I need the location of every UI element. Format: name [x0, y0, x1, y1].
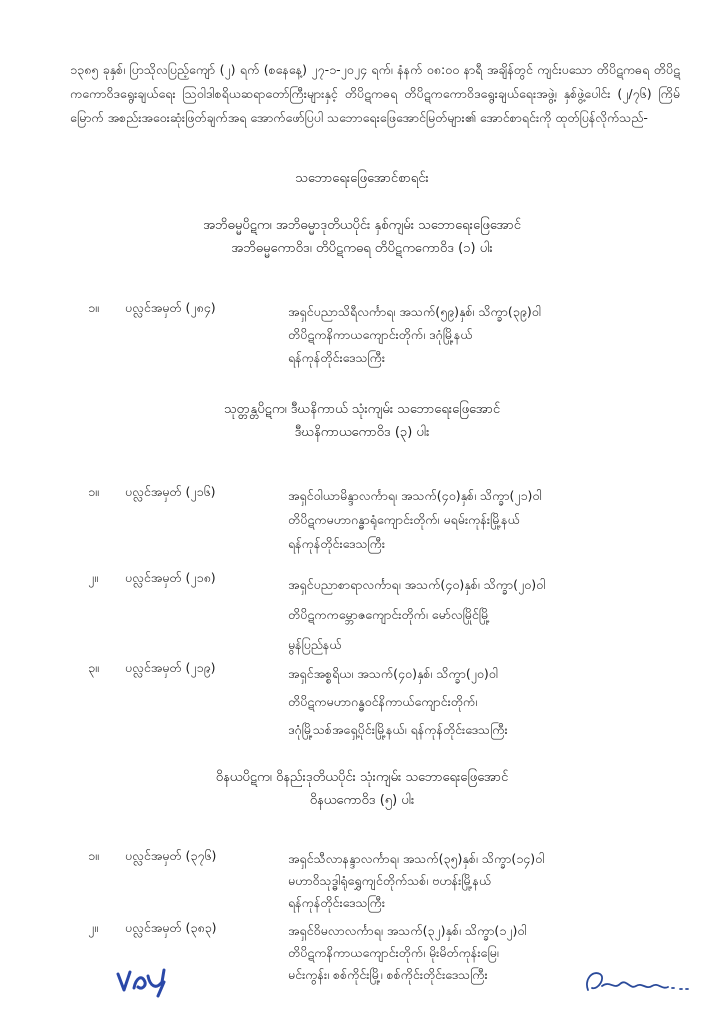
- candidate-seat: ပလ္လင်အမှတ် (၂၁၆): [125, 484, 216, 499]
- detail-line: အရှင်ဝိမလာလင်္ကာရ၊ အသက်(၃၂)နှစ်၊ သိက္ခာ(၁၂)ဝါ: [288, 923, 527, 938]
- detail-line: အရှင်အစ္စရိယ၊ အသက်(၄၀)နှစ်၊ သိက္ခာ(၂၀)ဝါ: [288, 666, 498, 681]
- detail-line: မဟာဝိသုဒ္ဓါရုံရွှေကျင်တိုက်သစ်၊ ဗဟန်းမြို့နယ်: [288, 873, 492, 888]
- candidate-seat: ပလ္လင်အမှတ် (၂၁၉): [125, 660, 216, 675]
- section-heading: [0, 398, 724, 444]
- item-number: ၂။: [88, 920, 98, 935]
- item-number: ၁။: [88, 484, 99, 499]
- section-heading-line: ဝိနယပိဋက၊ ဝိနည်းဒုတိယပိုင်း သုံးကျမ်း သဘောရေးဖြေအောင်: [215, 770, 509, 785]
- detail-line: တိပိဋကနိကာယကျောင်းတိုက်၊ မိုးမိတ်ကုန်းမြေ၊: [288, 945, 499, 960]
- candidate-details: [288, 660, 698, 744]
- candidate-details: [288, 484, 698, 556]
- detail-line: အရှင်ဝါယာမိန္ဒာလင်္ကာရ၊ အသက်(၄၀)နှစ်၊ သိက္ခာ(၂၁)ဝါ: [288, 488, 542, 503]
- item-number: ၁။: [88, 300, 99, 315]
- detail-line: ရန်ကုန်တိုင်းဒေသကြီး: [288, 536, 386, 551]
- section-heading-line: သုတ္တန္တပိဋက၊ ဒီဃနိကာယ် သုံးကျမ်း သဘောရေးဖြေအောင်: [223, 402, 501, 417]
- candidate-details: [288, 300, 698, 369]
- detail-line: ရန်ကုန်တိုင်းဒေသကြီး: [288, 895, 386, 910]
- section-heading-line: ဝိနယကောဝိဒ (၅) ပါး: [309, 793, 415, 808]
- detail-line: မင်းကွန်း၊ စစ်ကိုင်းမြို့၊ စစ်ကိုင်းတိုင်းဒေသကြီး: [288, 967, 488, 982]
- section-heading: [0, 766, 724, 812]
- detail-line: တိပိဋကမဟာဂန္ဓဝင်နိကာယ်ကျောင်းတိုက်၊: [288, 694, 478, 709]
- candidate-seat: ပလ္လင်အမှတ် (၃၈၃): [125, 920, 217, 935]
- detail-line: အရှင်သီလာနန္ဒာလင်္ကာရ၊ အသက်(၃၅)နှစ်၊ သိက္ခာ(၁၄)ဝါ: [288, 851, 545, 866]
- detail-line: မွန်ပြည်နယ်: [288, 637, 342, 652]
- candidate-details: [288, 848, 698, 914]
- item-number: ၂။: [88, 570, 98, 585]
- detail-line: အရှင်ပညာစာရာလင်္ကာရ၊ အသက်(၄၀)နှစ်၊ သိက္ခာ(၂၀)ဝါ: [288, 577, 546, 592]
- section-heading-line: အဘိဓမ္မပိဋက၊ အဘိဓမ္မာဒုတိယပိုင်း နှစ်ကျမ်း သဘောရေးဖြေအောင်: [203, 218, 521, 233]
- section-heading-line: ဒီဃနိကာယကောဝိဒ (၃) ပါး: [294, 425, 430, 440]
- candidate-seat: ပလ္လင်အမှတ် (၃၇၆): [125, 848, 217, 863]
- list-title: သဘောရေးဖြေအောင်စာရင်း: [295, 171, 429, 186]
- detail-line: ဒဂုံမြို့သစ်အရှေ့ပိုင်းမြို့နယ်၊ ရန်ကုန်တိုင်းဒေသကြီး: [288, 722, 508, 737]
- item-number: ၁။: [88, 848, 99, 863]
- detail-line: တိပိဋကကမ္ဘောဇကျောင်းတိုက်၊ မော်လမြိုင်မြို့: [288, 607, 490, 622]
- section-heading: [0, 214, 724, 260]
- section-heading-line: အဘိဓမ္မကောဝိဒ၊ တိပိဋကဓရ တိပိဋကကောဝိဒ (၁) ပါး: [231, 241, 493, 256]
- intro-paragraph: ၁၃၈၅ ခုနှစ်၊ ပြာသိုလပြည့်ကျော် (၂) ရက် (စနေနေ့) ၂၇-၁-၂၀၂၄ ရက်၊ နံနက် ၀၈:၀၀ နာရီ အချိန်တွင် ကျင်းပသော တိပိဋကဓရ တိပိဋကကောဝိဒရွေးချယ်ရေး ဩဝါဒါစရိယဆရာတော်ကြီးများနှင့် တိပိဋကဓရ တိပိဋကကောဝိဒရွေးချယ်ရေးအဖွဲ့၊ နှစ်ဖွဲ့ပေါင်း (၂/၇၆) ကြိမ်မြောက် အစည်းအဝေးဆုံးဖြတ်ချက်အရ အောက်ဖော်ပြပါ သဘောရေးဖြေအောင်မြတ်များ၏ အောင်စာရင်းကို ထုတ်ပြန်လိုက်သည်-: [70, 62, 680, 125]
- item-number: ၃။: [88, 660, 99, 675]
- candidate-details: [288, 570, 698, 660]
- detail-line: ရန်ကုန်တိုင်းဒေသကြီး: [288, 350, 386, 365]
- candidate-seat: ပလ္လင်အမှတ် (၂၈၄): [125, 300, 216, 315]
- candidate-seat: ပလ္လင်အမှတ် (၂၁၈): [125, 570, 216, 585]
- handwritten-signature: [580, 960, 710, 1005]
- detail-line: အရှင်ပညာသိရီလင်္ကာရ၊ အသက်(၅၉)နှစ်၊ သိက္ခာ(၃၉)ဝါ: [288, 304, 541, 319]
- handwritten-initials: [112, 960, 182, 1000]
- detail-line: တိပိဋကမဟာဂန္ဓာရုံကျောင်းတိုက်၊ မရမ်းကုန်းမြို့နယ်: [288, 512, 520, 527]
- detail-line: တိပိဋကနိကာယကျောင်းတိုက်၊ ဒဂုံမြို့နယ်: [288, 327, 473, 342]
